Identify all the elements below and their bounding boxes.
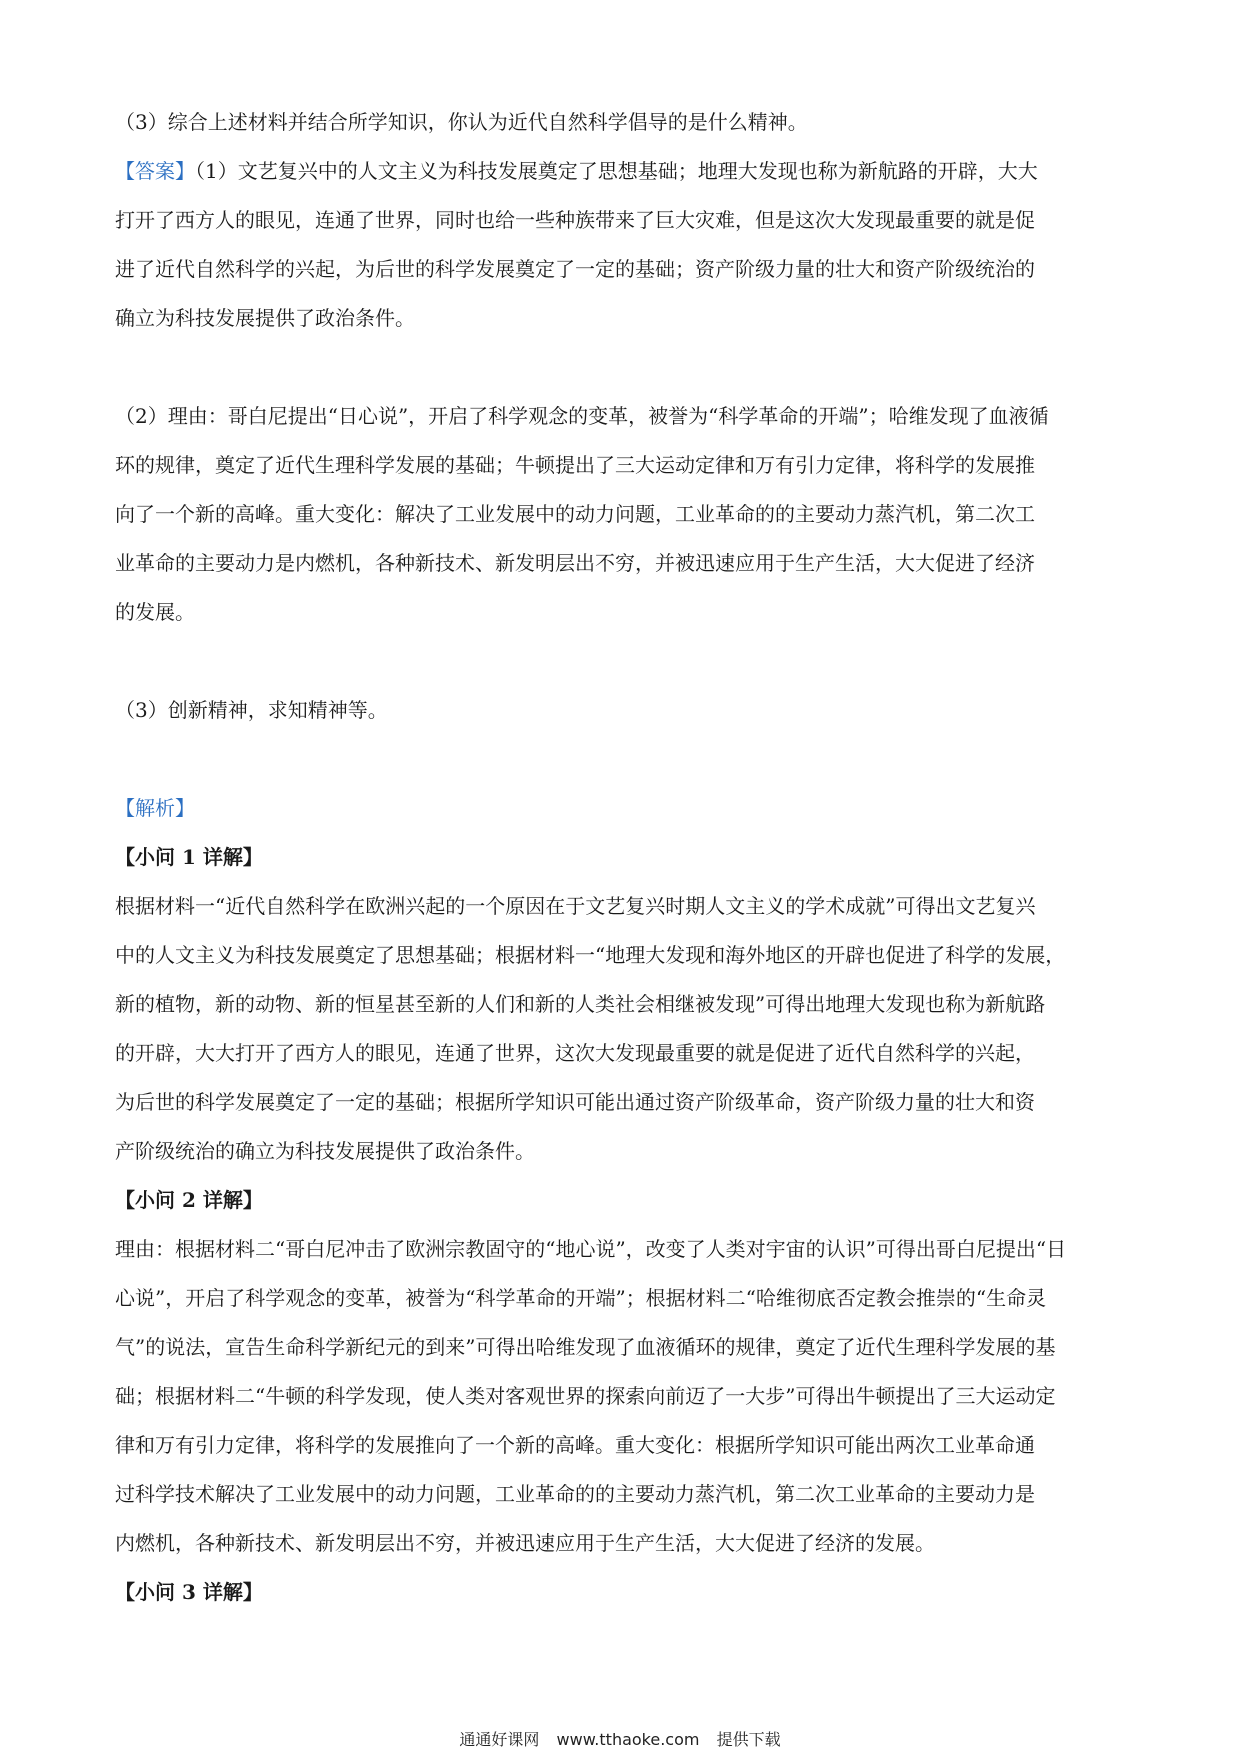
sub-2-line-5: 律和万有引力定律，将科学的发展推向了一个新的高峰。重大变化：根据所学知识可能出两次工业革命通: [115, 1433, 1035, 1457]
answer-3: （3）创新精神，求知精神等。: [115, 698, 388, 722]
answer-2-line-1: （2）理由：哥白尼提出“日心说”，开启了科学观念的变革，被誉为“科学革命的开端”；哈维发现了血液循: [115, 404, 1049, 428]
sub-question-3-title: 【小问 3 详解】: [115, 1580, 263, 1604]
sub-2-line-2: 心说”，开启了科学观念的变革，被誉为“科学革命的开端”；根据材料二“哈维彻底否定教会推崇的“生命灵: [115, 1286, 1047, 1310]
analysis-tag: 【解析】: [115, 796, 195, 820]
sub-1-line-3: 新的植物，新的动物、新的恒星甚至新的人们和新的人类社会相继被发现”可得出地理大发现也称为新航路: [115, 992, 1046, 1016]
sub-2-line-4: 础；根据材料二“牛顿的科学发现，使人类对客观世界的探索向前迈了一大步”可得出牛顿提出了三大运动定: [115, 1384, 1056, 1408]
answer-1-line-3: 进了近代自然科学的兴起，为后世的科学发展奠定了一定的基础；资产阶级力量的壮大和资产阶级统治的: [115, 257, 1035, 281]
answer-2-line-4: 业革命的主要动力是内燃机，各种新技术、新发明层出不穷，并被迅速应用于生产生活，大大促进了经济: [115, 551, 1035, 575]
answer-1-line-1: 【答案】（1）文艺复兴中的人文主义为科技发展奠定了思想基础；地理大发现也称为新航路的开辟，大大: [115, 159, 1038, 183]
sub-1-line-5: 为后世的科学发展奠定了一定的基础；根据所学知识可能出通过资产阶级革命，资产阶级力量的壮大和资: [115, 1090, 1035, 1114]
sub-1-line-4: 的开辟，大大打开了西方人的眼见，连通了世界，这次大发现最重要的就是促进了近代自然科学的兴起，: [115, 1041, 1035, 1065]
page-footer: [0, 1727, 1240, 1750]
question-3: （3）综合上述材料并结合所学知识，你认为近代自然科学倡导的是什么精神。: [115, 110, 808, 134]
answer-1-line-2: 打开了西方人的眼见，连通了世界，同时也给一些种族带来了巨大灾难，但是这次大发现最重要的就是促: [115, 208, 1035, 232]
answer-1-line-4: 确立为科技发展提供了政治条件。: [115, 306, 415, 330]
sub-1-line-2: 中的人文主义为科技发展奠定了思想基础；根据材料一“地理大发现和海外地区的开辟也促进了科学的发展，: [115, 943, 1066, 967]
sub-2-line-7: 内燃机，各种新技术、新发明层出不穷，并被迅速应用于生产生活，大大促进了经济的发展。: [115, 1531, 935, 1555]
answer-2-line-5: 的发展。: [115, 600, 195, 624]
sub-1-line-6: 产阶级统治的确立为科技发展提供了政治条件。: [115, 1139, 535, 1163]
answer-2-line-3: 向了一个新的高峰。重大变化：解决了工业发展中的动力问题，工业革命的的主要动力蒸汽机，第二次工: [115, 502, 1035, 526]
sub-question-2-title: 【小问 2 详解】: [115, 1188, 263, 1212]
sub-1-line-1: 根据材料一“近代自然科学在欧洲兴起的一个原因在于文艺复兴时期人文主义的学术成就”可得出文艺复兴: [115, 894, 1036, 918]
spacer: [115, 735, 1145, 784]
sub-2-line-1: 理由：根据材料二“哥白尼冲击了欧洲宗教固守的“地心说”，改变了人类对宇宙的认识”可得出哥白尼提出“日: [115, 1237, 1067, 1261]
footer-note: 提供下载: [716, 1730, 781, 1749]
answer-2-line-2: 环的规律，奠定了近代生理科学发展的基础；牛顿提出了三大运动定律和万有引力定律，将科学的发展推: [115, 453, 1035, 477]
spacer: [115, 343, 1145, 392]
answer-tag: 【答案】: [115, 159, 195, 183]
spacer: [115, 637, 1145, 686]
footer-site-name: 通通好课网: [459, 1730, 540, 1749]
sub-question-1-title: 【小问 1 详解】: [115, 845, 263, 869]
footer-url-link[interactable]: www.tthaoke.com: [556, 1730, 700, 1749]
sub-2-line-6: 过科学技术解决了工业发展中的动力问题，工业革命的的主要动力蒸汽机，第二次工业革命的主要动力是: [115, 1482, 1035, 1506]
page-content: [115, 98, 1145, 1617]
sub-2-line-3: 气”的说法，宣告生命科学新纪元的到来”可得出哈维发现了血液循环的规律，奠定了近代生理科学发展的基: [115, 1335, 1056, 1359]
